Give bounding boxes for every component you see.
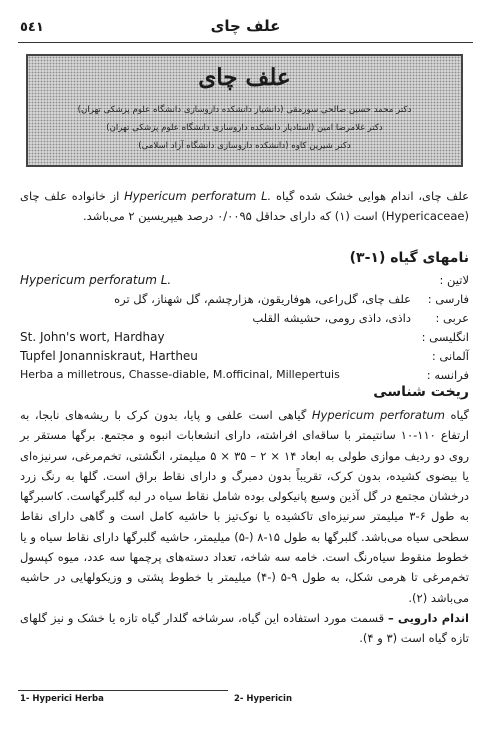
name-label: آلمانی :	[431, 349, 469, 363]
intro-latin-name: Hypericum perforatum L.	[124, 189, 272, 203]
name-label: عربی :	[435, 311, 469, 325]
name-label: لاتین :	[439, 273, 469, 287]
name-label: فرانسه :	[426, 368, 469, 382]
medicinal-part-heading: اندام دارویی –	[387, 610, 469, 625]
medicinal-part-text: قسمت مورد استفاده این گیاه، سرشاخه گلدار گیاه تازه یا خشک و نیز گلهای تازه گیاه است (۳ و ۴).	[20, 610, 469, 646]
name-row-english	[20, 330, 469, 349]
name-value: Tupfel Jonanniskraut, Hartheu	[20, 349, 198, 363]
morphology-latin-name: Hypericum perforatum	[311, 408, 445, 422]
intro-text: علف چای، اندام هوایی خشک شده گیاه	[271, 189, 469, 203]
author-line: دکتر محمد حسین صالحی سورمقی (دانشیار دانشکده داروسازی دانشگاه علوم پزشکی تهران)	[77, 105, 412, 115]
footnote-1: 1- Hyperici Herba	[20, 694, 104, 704]
footnote-divider	[18, 690, 228, 691]
title-box	[26, 54, 463, 167]
chapter-title: علف چای	[198, 64, 291, 91]
name-value: داذی، داذی رومی، حشیشه القلب	[252, 311, 411, 325]
name-row-persian	[20, 292, 469, 311]
morphology-text: گیاه	[444, 408, 469, 422]
footnote-2: 2- Hypericin	[234, 694, 293, 704]
name-row-arabic	[20, 311, 469, 330]
name-value: St. John's wort, Hardhay	[20, 330, 165, 344]
morphology-heading: ریخت شناسی	[373, 384, 469, 400]
morphology-paragraph	[20, 405, 469, 649]
page-number: ٥٤١	[20, 20, 44, 35]
names-section-heading: نامهای گیاه (۱-۳)	[349, 250, 469, 266]
author-line: دکتر شیرین کاوه (دانشکده داروسازی دانشگاه آزاد اسلامی)	[138, 141, 351, 151]
name-value: Hypericum perforatum L.	[20, 273, 172, 287]
name-row-latin	[20, 273, 469, 292]
intro-paragraph	[20, 186, 469, 226]
name-label: انگلیسی :	[421, 330, 469, 344]
running-title: علف چای	[210, 17, 281, 35]
name-value: علف چای، گل‌راعی، هوفاریقون، هزارچشم، گل شهناز، گل تره	[114, 292, 411, 306]
name-row-german	[20, 349, 469, 368]
morphology-text: گیاهی است علفی و پایا، بدون کرک با ریشه‌های نابجا، به ارتفاع ۱۱۰-۱۰ سانتیمتر با ساقه‌ای افراشته، دارای انشعابات انبوه و مجتمع. برگها مستقر بر روی دو ردیف موازی طولی به ابعاد ۱۴ × ۲ – ۳۵ × ۵ میلیمتر، انگشتی، تخم‌مرغی، سرنیزه‌ای یا بیضوی کشیده، بدون کرک، تقریباً بدون دمبرگ و دارای نقاط براق است. گلها به رنگ زرد درخشان مجتمع در گل آذین وسیع پانیکولی بوده شامل نقاط سیاه در لبه گلبرگهاست. کاسبرگها به طول ۶-۳ میلیمتر سرنیزه‌ای تاکشیده یا نوک‌تیز با حاشیه کامل است و گاهی دارای نقاط سطحی سیاه می‌باشد. گلبرگها به طول ۱۵-۸ (-۵) میلیمتر، حاشیه گلبرگها دارای نقاط سیاه و یا خطوط منقوط سیاه‌رنگ است. خامه سه شاخه، تعداد دسته‌های پرچمها سه عدد، میوه کپسول تخم‌مرغی تا هرمی شکل، به طول ۹-۵ (-۴) میلیمتر با خطوط پشتی و وزیکولهایی در حاشیه می‌باشد (۲).	[20, 408, 470, 605]
intro-text: از خانواده علف چای (Hypericaceae) است (۱) که دارای حداقل ۰/۰۰۹۵ درصد هیپریسین ۲ می‌باشد.	[20, 189, 469, 223]
header-divider	[18, 42, 473, 43]
name-label: فارسی :	[427, 292, 469, 306]
name-value: Herba a milletrous, Chasse-diable, M.officinal, Millepertuis	[20, 368, 340, 381]
author-line: دکتر غلامرضا امین (استادیار دانشکده داروسازی دانشگاه علوم پزشکی تهران)	[106, 123, 383, 133]
